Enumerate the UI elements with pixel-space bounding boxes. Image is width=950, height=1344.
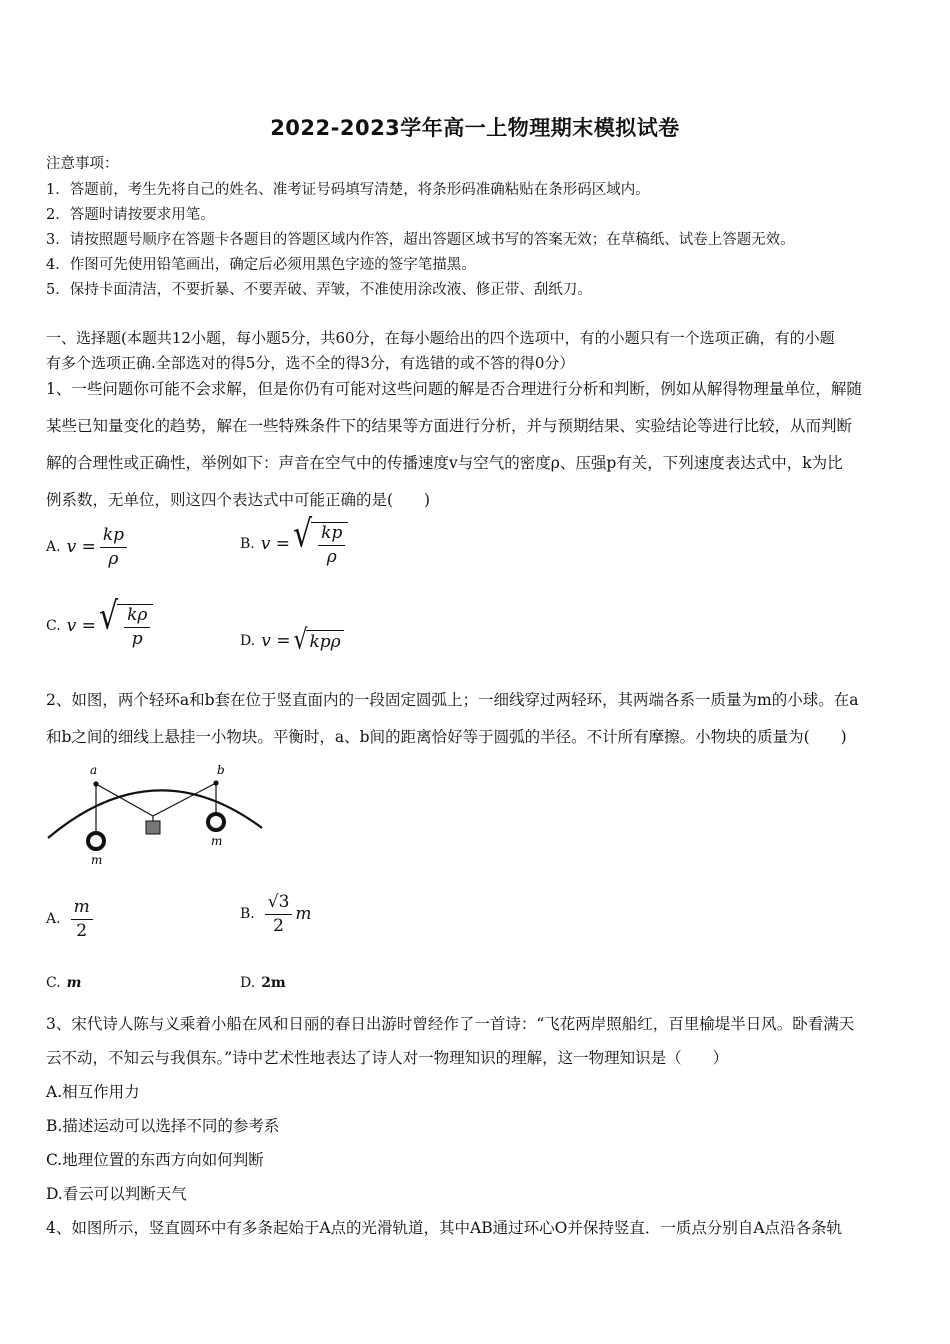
ball-right xyxy=(208,814,224,830)
ring-a xyxy=(93,781,98,786)
option-b[interactable] xyxy=(240,893,312,935)
option-label: B. xyxy=(240,906,255,923)
question-text-line: 某些已知量变化的趋势，解在一些特殊条件下的结果等方面进行分析，并与预期结果、实验结论等进行比较，从而判断 xyxy=(46,417,853,435)
option-text: m xyxy=(66,975,82,991)
option-label: D. xyxy=(240,633,256,649)
sqrt-radicand: kpρ xyxy=(309,632,341,652)
question-text-line: 和b之间的细线上悬挂一小物块。平衡时，a、b间的距离恰好等于圆弧的半径。不计所有摩擦。小物块的质量为( ) xyxy=(46,728,847,746)
section-line: 一、选择题(本题共12小题，每小题5分，共60分，在每小题给出的四个选项中，有的小题只有一个选项正确，有的小题 xyxy=(46,329,835,347)
option-label: A. xyxy=(46,539,61,556)
notice-item: 3．请按照题号顺序在答题卡各题目的答题区域内作答，超出答题区域书写的答案无效；在草稿纸、试卷上答题无效。 xyxy=(46,232,795,248)
option-a[interactable] xyxy=(46,898,93,940)
question-text-line: 4、如图所示，竖直圆环中有多条起始于A点的光滑轨道，其中AB通过环心O并保持竖直．一质点分别自A点沿各条轨 xyxy=(46,1219,843,1237)
option-a[interactable]: A.相互作用力 xyxy=(46,1083,140,1101)
option-label: A. xyxy=(46,911,61,928)
label-mass-right: m xyxy=(211,834,223,848)
notice-item: 4．作图可先使用铅笔画出，确定后必须用黑色字迹的签字笔描黑。 xyxy=(46,257,476,273)
fraction-numerator: kp xyxy=(100,526,127,548)
option-d[interactable] xyxy=(240,975,286,991)
fraction-numerator: m xyxy=(71,898,93,920)
option-a[interactable] xyxy=(46,526,127,568)
option-lhs: v = xyxy=(260,534,291,555)
label-mass-left: m xyxy=(91,853,103,867)
option-c[interactable] xyxy=(46,594,153,649)
fraction-numerator: kρ xyxy=(124,606,150,628)
fraction-denominator: p xyxy=(131,628,143,649)
question-text-line: 解的合理性或正确性，举例如下：声音在空气中的传播速度v与空气的密度ρ、压强p有关，下列速度表达式中，k为比 xyxy=(46,454,843,472)
option-label: D. xyxy=(240,975,256,991)
question-text-line: 例系数，无单位，则这四个表达式中可能正确的是( ) xyxy=(46,491,431,509)
block xyxy=(146,821,160,834)
option-c[interactable] xyxy=(46,975,82,991)
q2-figure xyxy=(40,758,270,868)
fraction-numerator: √3 xyxy=(265,893,293,915)
sqrt-symbol: √ kpρ xyxy=(293,630,343,652)
option-d[interactable] xyxy=(240,624,344,656)
option-c[interactable]: C.地理位置的东西方向如何判断 xyxy=(46,1151,264,1169)
fraction-denominator: ρ xyxy=(326,546,337,567)
exam-title: 2022-2023学年高一上物理期末模拟试卷 xyxy=(270,116,680,140)
option-label: C. xyxy=(46,618,61,635)
question-text-line: 2、如图，两个轻环a和b套在位于竖直面内的一段固定圆弧上；一细线穿过两轻环，其两端各系一质量为m的小球。在a xyxy=(46,691,859,709)
question-text-line: 1、一些问题你可能不会求解，但是你仍有可能对这些问题的解是否合理进行分析和判断，例如从解得物理量单位，解随 xyxy=(46,380,862,398)
notice-item: 1．答题前，考生先将自己的姓名、准考证号码填写清楚，将条形码准确粘贴在条形码区域内。 xyxy=(46,182,650,198)
string xyxy=(153,783,216,816)
notice-heading: 注意事项： xyxy=(46,156,119,172)
option-lhs: v = xyxy=(66,616,96,637)
option-lhs: v = xyxy=(66,537,96,558)
string xyxy=(96,784,153,816)
option-b[interactable] xyxy=(240,512,348,567)
fraction-denominator: ρ xyxy=(108,548,119,569)
question-text-line: 3、宋代诗人陈与义乘着小船在风和日丽的春日出游时曾经作了一首诗：“飞花两岸照船红，百里榆堤半日风。卧看满天 xyxy=(46,1015,855,1033)
option-b[interactable]: B.描述运动可以选择不同的参考系 xyxy=(46,1117,280,1135)
notice-item: 2．答题时请按要求用笔。 xyxy=(46,207,215,223)
sqrt-symbol: √ $\frac{k\rho}{p}$ xyxy=(99,604,153,648)
section-line: 有多个选项正确.全部选对的得5分，选不全的得3分，有选错的或不答的得0分） xyxy=(46,354,575,372)
fraction-numerator: kp xyxy=(318,524,345,546)
fraction-denominator: 2 xyxy=(76,920,88,941)
ball-left xyxy=(88,833,104,849)
label-a: a xyxy=(90,763,98,777)
option-suffix: m xyxy=(295,904,312,925)
label-b: b xyxy=(217,763,225,777)
option-label: B. xyxy=(240,536,255,553)
question-text-line: 云不动，不知云与我俱东。”诗中艺术性地表达了诗人对一物理知识的理解，这一物理知识是（ ） xyxy=(46,1049,729,1067)
ring-b xyxy=(213,780,218,785)
sqrt-symbol: √ $\frac{kp}{\rho}$ xyxy=(293,522,348,566)
notice-item: 5．保持卡面清洁，不要折暴、不要弄破、弄皱，不准使用涂改液、修正带、刮纸刀。 xyxy=(46,282,592,298)
option-label: C. xyxy=(46,975,61,991)
option-text: 2m xyxy=(261,975,286,991)
option-d[interactable]: D.看云可以判断天气 xyxy=(46,1185,187,1203)
option-lhs: v = xyxy=(261,631,291,651)
fraction-denominator: 2 xyxy=(273,915,284,936)
